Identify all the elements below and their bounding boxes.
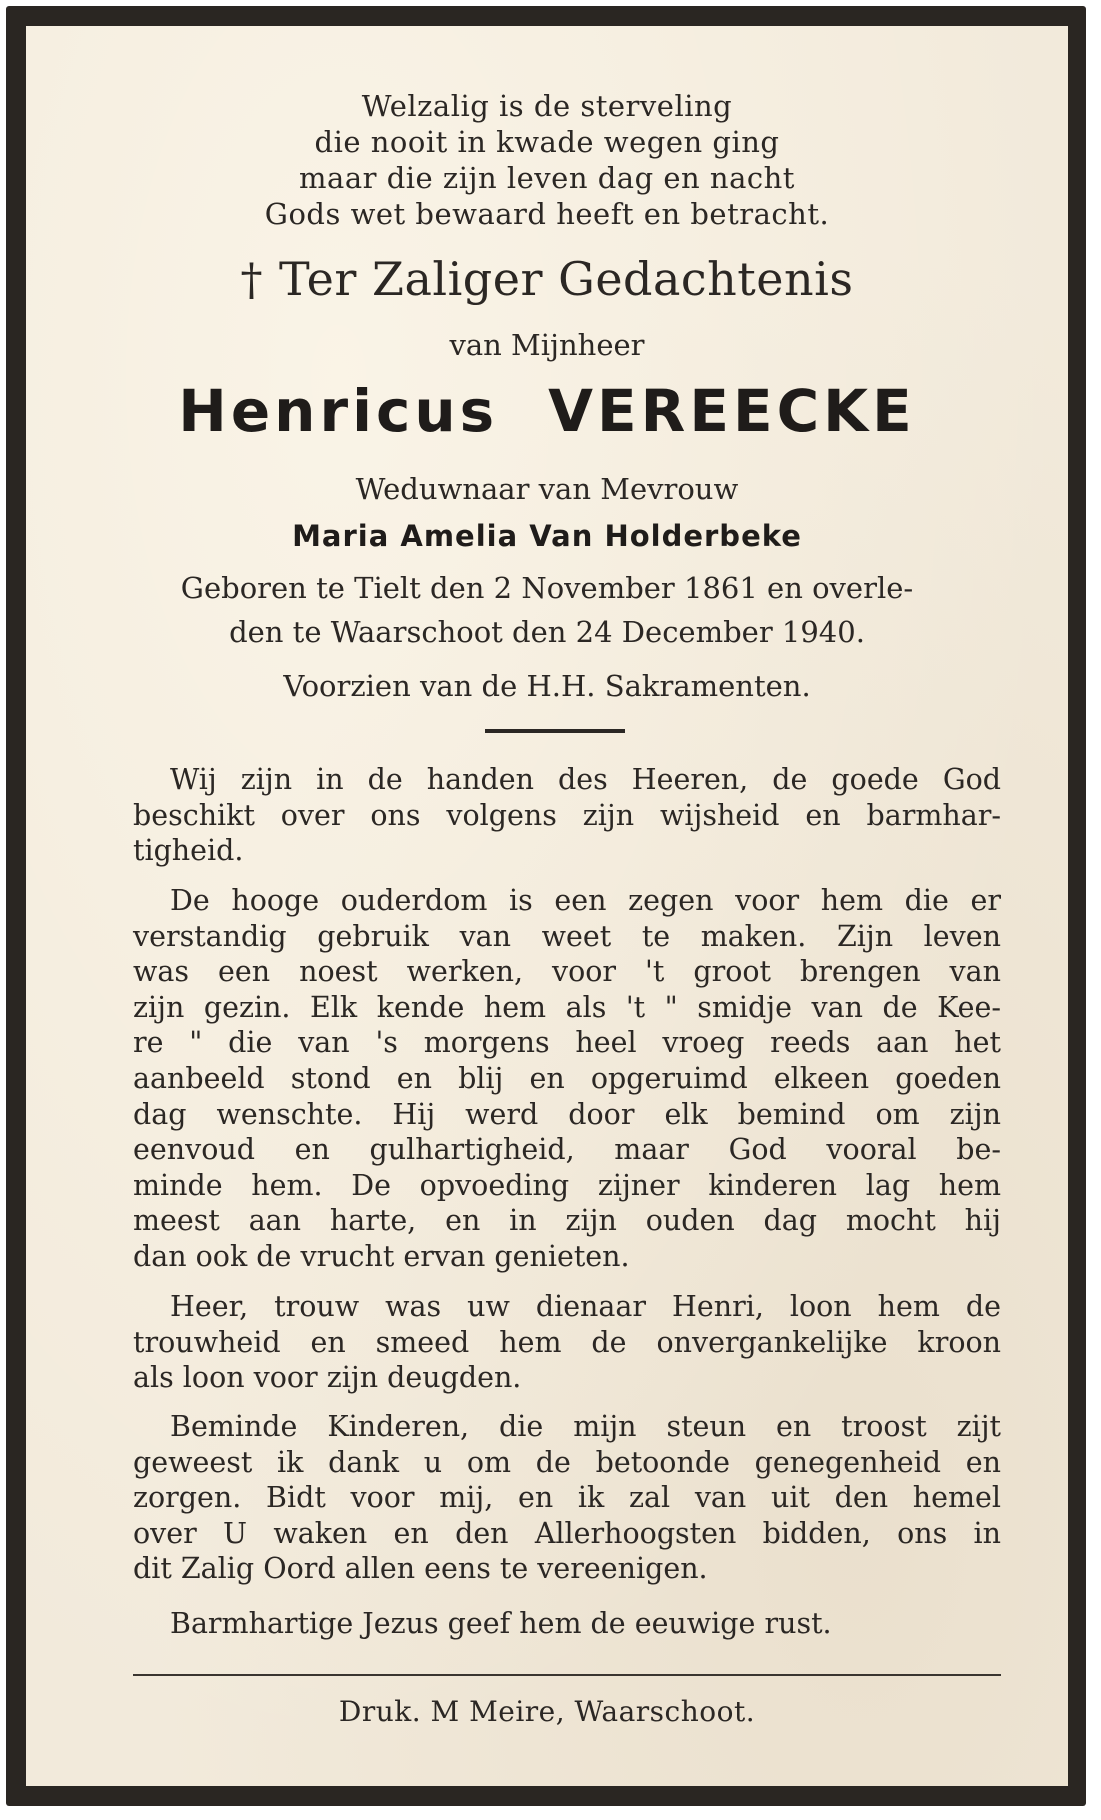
paragraph-line: dit Zalig Oord allen eens te vereenigen. [133,1552,708,1586]
paragraph [133,1289,1001,1396]
paragraph-line: als loon voor zijn deugden. [133,1361,522,1395]
date-line: den te Waarschoot den 24 December 1940. [229,615,865,649]
paragraph-line: dan ook de vrucht ervan genieten. [133,1239,630,1273]
deceased-name [26,376,1068,446]
paragraph-line: aanbeeld stond en blij en opgeruimd elkeen goeden [133,1061,1001,1095]
paragraph [133,883,1001,1275]
paragraph-line: was een noest werken, voor 't groot brengen van [133,955,1001,989]
paragraph-line: minde hem. De opvoeding zijner kinderen lag hem [133,1168,1001,1202]
verse-line: Welzalig is de sterveling [361,89,733,123]
paragraph-line: meest aan harte, en in zijn ouden dag mocht hij [133,1204,1001,1238]
printer-credit: Druk. M Meire, Waarschoot. [338,1695,756,1728]
widower-line: Weduwnaar van Mevrouw [355,472,739,506]
card-paper [26,26,1068,1786]
paragraph-line: beschikt over ons volgens zijn wijsheid en barmhar- [133,798,1001,832]
paragraph-line: verstandig gebruik van weet te maken. Zijn leven [133,919,1001,953]
verse-line: maar die zijn leven dag en nacht [299,161,795,195]
paragraph-line: tigheid. [133,834,244,868]
spouse-name: Maria Amelia Van Holderbeke [292,519,802,553]
paragraph-line: zijn gezin. Elk kende hem als 't " smidje van de Kee- [133,990,1001,1024]
paragraph [133,762,1001,869]
paragraph-line: re " die van 's morgens heel vroeg reeds aan het [133,1026,1001,1060]
sacraments-line: Voorzien van de H.H. Sakramenten. [283,669,811,703]
paragraph-line: eenvoud en gulhartigheid, maar God vooral be- [133,1133,1001,1167]
date-line: Geboren te Tielt den 2 November 1861 en overle- [180,571,914,605]
memorial-card [6,6,1086,1806]
verse-line: Gods wet bewaard heeft en betracht. [264,197,830,231]
memorial-title-text: Ter Zaliger Gedachtenis [279,252,854,306]
cross-icon: † [240,255,264,306]
birth-death-dates [26,566,1068,654]
surname: VEREECKE [548,377,916,445]
divider-short [485,729,625,733]
paragraph-line: Beminde Kinderen, die mijn steun en troost zijt [170,1410,1001,1443]
verse-line: die nooit in kwade wegen ging [314,125,780,159]
paragraph-line: geweest ik dank u om de betoonde genegenheid en [133,1445,1001,1479]
memorial-title [26,251,1068,309]
paragraph-line: De hooge ouderdom is een zegen voor hem die er [170,884,1001,917]
title-intro: van Mijnheer [449,328,645,362]
paragraph [133,1409,1001,1587]
closing-prayer [133,1606,1001,1642]
paragraph-line: zorgen. Bidt voor mij, en ik zal van uit den hemel [133,1481,1001,1515]
paragraph-line: Heer, trouw was uw dienaar Henri, loon hem de [170,1290,1001,1323]
paragraph-line: Barmhartige Jezus geef hem de eeuwige rust. [170,1607,832,1640]
paragraph-line: over U waken en den Allerhoogsten bidden, ons in [133,1516,1001,1550]
first-name: Henricus [178,377,499,445]
paragraph-line: Wij zijn in de handen des Heeren, de goede God [170,763,1001,796]
opening-verse [26,88,1068,232]
divider-long [133,1674,1001,1676]
paragraph-line: trouwheid en smeed hem de onvergankelijke kroon [133,1325,1001,1359]
paragraph-line: dag wenschte. Hij werd door elk bemind om zijn [133,1097,1001,1131]
